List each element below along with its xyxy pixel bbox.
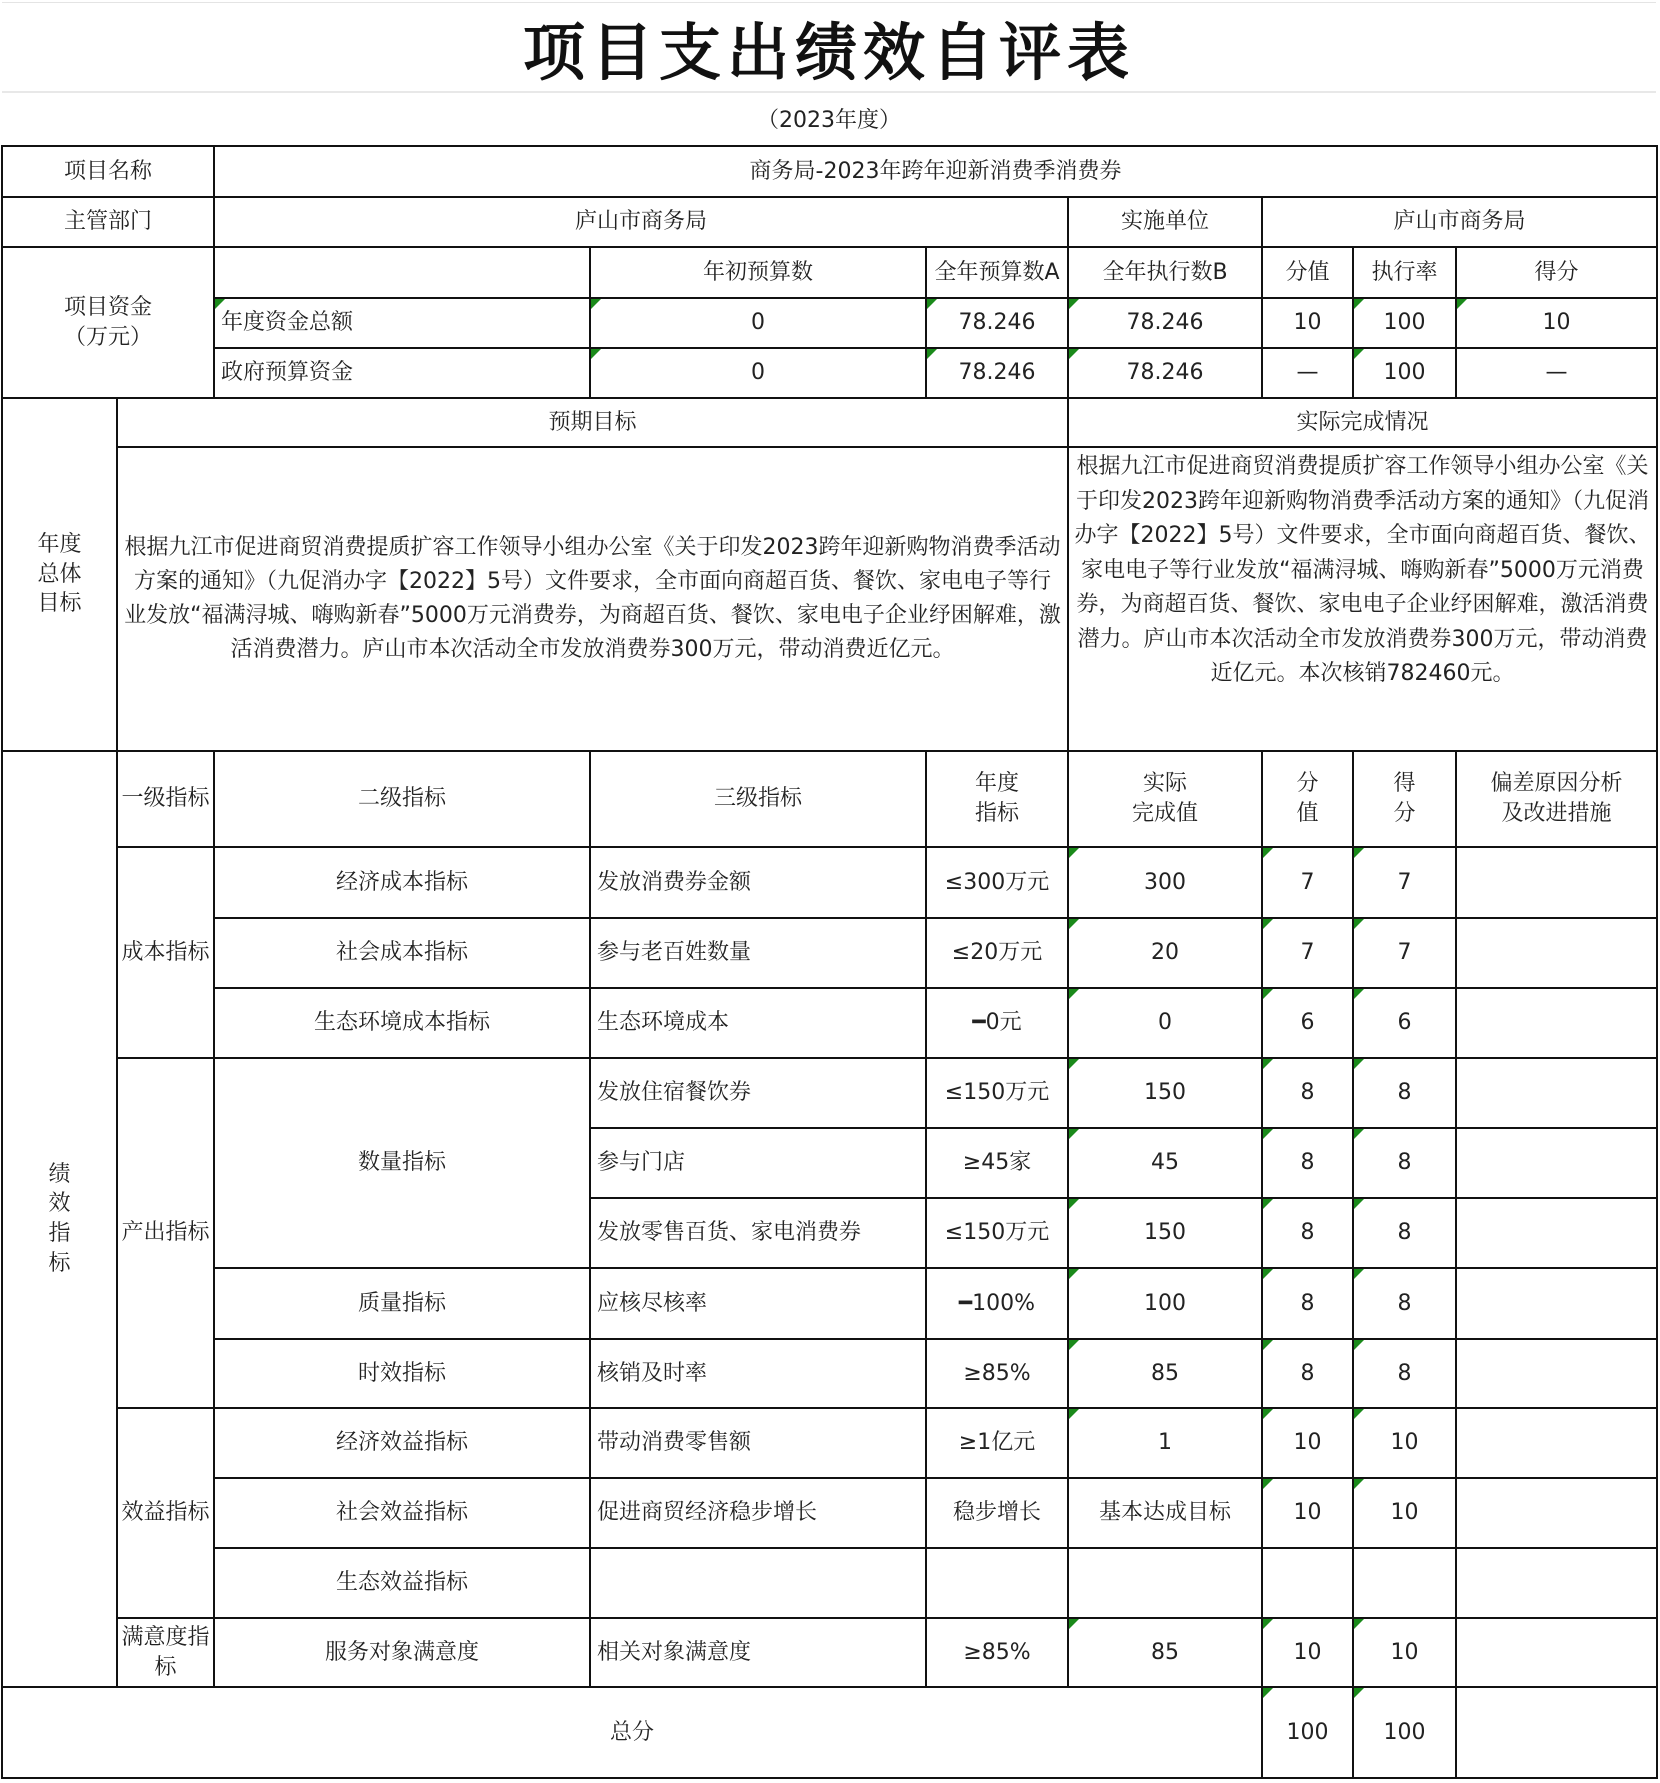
indicator-actual[interactable] (1067, 1338, 1263, 1409)
funds-executed-text: 78.246 (1126, 360, 1204, 386)
goals-label-text: 年度 总体 目标 (37, 531, 82, 617)
indicator-weight[interactable] (1261, 917, 1354, 989)
cell-marker-icon (1263, 1619, 1273, 1629)
indicator-target[interactable] (925, 1057, 1069, 1129)
funds-header-text: 分值 (1285, 259, 1330, 285)
indicator-level2-text: 生态环境成本指标 (313, 1010, 490, 1036)
indicator-header-level2[interactable] (213, 750, 591, 848)
indicator-header-actual[interactable] (1067, 750, 1263, 848)
indicator-score-text: 7 (1397, 940, 1412, 966)
indicator-level3-text: 发放零售百货、家电消费券 (597, 1220, 862, 1246)
indicator-remark[interactable] (1455, 1407, 1658, 1479)
indicator-level3[interactable] (589, 1127, 927, 1199)
indicator-level3-text: 带动消费零售额 (597, 1430, 752, 1456)
indicator-score[interactable] (1352, 1057, 1457, 1129)
funds-initial-text: 0 (751, 310, 765, 336)
indicator-target-text: ≤300万元 (944, 869, 1050, 895)
cell-marker-icon (215, 299, 225, 309)
page-subtitle: （2023年度） (757, 107, 901, 133)
funds-weight[interactable] (1261, 347, 1354, 399)
funds-score[interactable] (1455, 347, 1658, 399)
indicator-score[interactable] (1352, 1477, 1457, 1549)
cell-marker-icon (1263, 1409, 1273, 1419)
indicator-actual[interactable] (1067, 917, 1263, 989)
funds-header[interactable] (1261, 246, 1354, 299)
dept-label[interactable] (1, 196, 215, 248)
cell-marker-icon (1354, 299, 1364, 309)
indicator-actual-text: 基本达成目标 (1098, 1500, 1231, 1526)
cell-marker-icon (1354, 1409, 1364, 1419)
indicator-target[interactable] (925, 1617, 1069, 1688)
funds-weight-text: 10 (1293, 310, 1322, 336)
dept-label-text: 主管部门 (63, 209, 152, 235)
indicator-score[interactable] (1352, 1338, 1457, 1409)
cell-marker-icon (1354, 349, 1364, 359)
indicator-level3[interactable] (589, 1057, 927, 1129)
indicator-level2[interactable] (213, 917, 591, 989)
impl-value[interactable] (1261, 196, 1658, 248)
funds-header[interactable] (1067, 246, 1263, 299)
indicator-actual-text: 85 (1151, 1639, 1179, 1665)
indicator-actual-text: 85 (1151, 1360, 1179, 1386)
indicator-actual[interactable] (1067, 1127, 1263, 1199)
indicator-level2[interactable] (213, 1267, 591, 1340)
expected-goal-header[interactable] (116, 397, 1069, 448)
indicator-actual[interactable] (1067, 1547, 1263, 1619)
indicator-actual-text: 20 (1151, 940, 1179, 966)
indicator-score-text: 8 (1397, 1150, 1412, 1176)
cell-marker-icon (1354, 1340, 1364, 1350)
funds-header-text: 全年预算数A (934, 259, 1060, 285)
indicator-score[interactable] (1352, 917, 1457, 989)
indicator-level2[interactable] (213, 1617, 591, 1688)
funds-row-name[interactable] (213, 297, 591, 349)
cell-marker-icon (1354, 1688, 1364, 1698)
indicator-level1[interactable] (116, 1617, 215, 1688)
expected-goal-text-text: 根据九江市促进商贸消费提质扩容工作领导小组办公室《关于印发2023跨年迎新购物消费季活动方案的通知》（九促消办字【2022】5号）文件要求，全市面向商超百货、餐饮、家电电子等行业发放“福满浔城、嗨购新春”5000万元消费券，为商超百货、餐饮、家电电子企业纾困解难，激活消费潜力。庐山市本次活动全市发放消费券300万元，带动消费近亿元。 (124, 535, 1061, 662)
cell-marker-icon (1069, 919, 1079, 929)
funds-initial[interactable] (589, 297, 927, 349)
funds-weight-text: — (1296, 360, 1319, 386)
indicator-level2-text: 社会成本指标 (335, 940, 468, 966)
indicator-target-text: ≤150万元 (944, 1080, 1050, 1106)
indicator-score[interactable] (1352, 846, 1457, 919)
funds-header[interactable] (1455, 246, 1658, 299)
funds-header[interactable] (589, 246, 927, 299)
actual-goal-text[interactable] (1067, 446, 1658, 752)
cell-marker-icon (1263, 1688, 1273, 1698)
total-score[interactable] (1352, 1686, 1457, 1779)
subtitle-row (2, 92, 1656, 144)
actual-goal-header-text: 实际完成情况 (1296, 409, 1429, 435)
indicator-weight[interactable] (1261, 987, 1354, 1059)
impl-value-text: 庐山市商务局 (1393, 209, 1526, 235)
indicator-level3[interactable] (589, 1197, 927, 1269)
funds-annual-text: 78.246 (958, 360, 1036, 386)
cell-marker-icon (1354, 1619, 1364, 1629)
dept-value-text: 庐山市商务局 (574, 209, 707, 235)
cell-marker-icon (1069, 1059, 1079, 1069)
expected-goal-text[interactable] (116, 446, 1069, 752)
indicator-score-text: 6 (1397, 1010, 1412, 1036)
indicator-weight-text: 7 (1300, 869, 1315, 895)
indicator-weight[interactable] (1261, 1267, 1354, 1340)
indicator-header-level1-text: 一级指标 (121, 786, 210, 812)
funds-initial-text: 0 (751, 360, 765, 386)
funds-row-name[interactable] (213, 347, 591, 399)
indicator-score-text: 10 (1390, 1639, 1419, 1665)
indicator-header-remark-text: 偏差原因分析 及改进措施 (1490, 771, 1623, 826)
indicator-remark[interactable] (1455, 917, 1658, 989)
cell-marker-icon (1069, 1340, 1079, 1350)
indicator-weight-text: 10 (1293, 1500, 1322, 1526)
indicator-score-text: 8 (1397, 1360, 1412, 1386)
expected-goal-header-text: 预期目标 (548, 409, 637, 435)
indicator-target-text: ≥45家 (962, 1150, 1032, 1176)
indicator-actual[interactable] (1067, 1197, 1263, 1269)
indicator-weight[interactable] (1261, 1127, 1354, 1199)
indicator-score-text: 10 (1390, 1430, 1419, 1456)
indicator-weight-text: 10 (1293, 1639, 1322, 1665)
indicator-weight-text: 8 (1300, 1220, 1315, 1246)
indicator-level1[interactable] (116, 1057, 215, 1409)
indicator-target-text: ━0元 (972, 1010, 1022, 1036)
indicator-target-text: ≥85% (963, 1360, 1031, 1386)
indicator-level2-text: 经济效益指标 (335, 1430, 468, 1456)
cell-marker-icon (1263, 848, 1273, 858)
cell-marker-icon (1263, 919, 1273, 929)
indicator-score-text: 10 (1390, 1500, 1419, 1526)
indicator-remark[interactable] (1455, 1057, 1658, 1129)
indicator-remark[interactable] (1455, 1477, 1658, 1549)
indicator-header-level3[interactable] (589, 750, 927, 848)
indicator-weight[interactable] (1261, 846, 1354, 919)
funds-header-text: 全年执行数B (1102, 259, 1228, 285)
page-title: 项目支出绩效自评表 (522, 15, 1135, 89)
total-weight-text: 100 (1286, 1719, 1329, 1745)
indicator-level1-text: 效益指标 (121, 1500, 210, 1526)
indicators-label-text: 绩 效 指 标 (48, 1161, 71, 1276)
cell-marker-icon (1069, 1199, 1079, 1209)
indicator-level3-text: 核销及时率 (597, 1360, 708, 1386)
indicator-score-text: 7 (1397, 869, 1412, 895)
indicator-level2[interactable] (213, 1057, 591, 1269)
indicator-level2[interactable] (213, 846, 591, 919)
indicator-actual-text: 150 (1144, 1080, 1186, 1106)
project-name-value-text: 商务局-2023年跨年迎新消费季消费券 (749, 158, 1122, 184)
indicator-target-text: ≥1亿元 (958, 1430, 1036, 1456)
indicator-level3[interactable] (589, 1477, 927, 1549)
funds-executed[interactable] (1067, 347, 1263, 399)
indicator-header-weight-text: 分 值 (1296, 771, 1319, 826)
cell-marker-icon (1263, 1199, 1273, 1209)
funds-score[interactable] (1455, 297, 1658, 349)
indicator-score-text: 8 (1397, 1220, 1412, 1246)
indicator-weight[interactable] (1261, 1407, 1354, 1479)
funds-initial[interactable] (589, 347, 927, 399)
funds-annual[interactable] (925, 347, 1069, 399)
total-weight[interactable] (1261, 1686, 1354, 1779)
indicator-level3[interactable] (589, 987, 927, 1059)
cell-marker-icon (1069, 1409, 1079, 1419)
funds-rate[interactable] (1352, 297, 1457, 349)
indicator-header-level1[interactable] (116, 750, 215, 848)
indicator-level3-text: 发放住宿餐饮券 (597, 1080, 752, 1106)
indicator-actual[interactable] (1067, 987, 1263, 1059)
indicator-level2-text: 经济成本指标 (335, 869, 468, 895)
title-row (2, 2, 1656, 93)
indicator-target[interactable] (925, 1197, 1069, 1269)
indicator-score[interactable] (1352, 987, 1457, 1059)
cell-marker-icon (1069, 848, 1079, 858)
funds-executed-text: 78.246 (1126, 310, 1204, 336)
indicator-actual[interactable] (1067, 846, 1263, 919)
indicator-level2-text: 数量指标 (357, 1150, 446, 1176)
indicator-level3-text: 生态环境成本 (597, 1010, 730, 1036)
funds-header[interactable] (1352, 246, 1457, 299)
funds-weight[interactable] (1261, 297, 1354, 349)
indicator-actual[interactable] (1067, 1267, 1263, 1340)
indicator-weight-text: 8 (1300, 1150, 1315, 1176)
indicator-actual[interactable] (1067, 1617, 1263, 1688)
indicator-score-text: 8 (1397, 1290, 1412, 1316)
indicator-score[interactable] (1352, 1617, 1457, 1688)
cell-marker-icon (1354, 1129, 1364, 1139)
indicator-level3-text: 参与老百姓数量 (597, 940, 752, 966)
indicator-target-text: ≤150万元 (944, 1220, 1050, 1246)
indicator-header-level3-text: 三级指标 (713, 786, 802, 812)
funds-annual[interactable] (925, 297, 1069, 349)
cell-marker-icon (1354, 848, 1364, 858)
indicator-target[interactable] (925, 1338, 1069, 1409)
indicator-level2[interactable] (213, 1547, 591, 1619)
indicator-target[interactable] (925, 1267, 1069, 1340)
cell-marker-icon (927, 299, 937, 309)
funds-header-blank[interactable] (213, 246, 591, 299)
total-score-text: 100 (1383, 1719, 1426, 1745)
cell-marker-icon (1263, 1059, 1273, 1069)
total-label[interactable] (1, 1686, 1263, 1779)
funds-header-text: 得分 (1534, 259, 1579, 285)
funds-header-text: 执行率 (1371, 259, 1438, 285)
cell-marker-icon (1069, 349, 1079, 359)
cell-marker-icon (591, 349, 601, 359)
total-remark[interactable] (1455, 1686, 1658, 1779)
funds-label-text: 项目资金 （万元） (63, 294, 152, 350)
indicator-level3[interactable] (589, 1407, 927, 1479)
indicator-weight-text: 10 (1293, 1430, 1322, 1456)
indicator-score[interactable] (1352, 1407, 1457, 1479)
indicator-header-level2-text: 二级指标 (357, 786, 446, 812)
indicator-level1-text: 成本指标 (121, 939, 210, 965)
actual-goal-text-text: 根据九江市促进商贸消费提质扩容工作领导小组办公室《关于印发2023跨年迎新购物消费季活动方案的通知》（九促消办字【2022】5号）文件要求，全市面向商超百货、餐饮、家电电子等行业发放“福满浔城、嗨购新春”5000万元消费券，为商超百货、餐饮、家电电子企业纾困解难，激活消费潜力。庐山市本次活动全市发放消费券300万元，带动消费近亿元。本次核销782460元。 (1074, 454, 1651, 686)
indicator-header-score-text: 得 分 (1393, 771, 1416, 826)
indicator-weight-text: 6 (1300, 1010, 1315, 1036)
indicator-target-text: ≥85% (963, 1639, 1031, 1665)
indicator-level1[interactable] (116, 1407, 215, 1619)
indicator-remark[interactable] (1455, 1267, 1658, 1340)
cell-marker-icon (1263, 1479, 1273, 1489)
indicator-level2-text: 质量指标 (357, 1290, 446, 1316)
funds-rate-text: 100 (1383, 310, 1426, 336)
indicator-header-remark[interactable] (1455, 750, 1658, 848)
indicator-actual[interactable] (1067, 1057, 1263, 1129)
indicator-level3[interactable] (589, 846, 927, 919)
indicator-target[interactable] (925, 1127, 1069, 1199)
indicator-level3[interactable] (589, 1267, 927, 1340)
indicator-actual-text: 300 (1144, 869, 1186, 895)
indicator-level3[interactable] (589, 1338, 927, 1409)
indicator-level3-text: 促进商贸经济稳步增长 (597, 1500, 818, 1526)
indicator-target[interactable] (925, 917, 1069, 989)
cell-marker-icon (1263, 1269, 1273, 1279)
indicator-actual[interactable] (1067, 1477, 1263, 1549)
cell-marker-icon (1069, 1619, 1079, 1629)
cell-marker-icon (1354, 1269, 1364, 1279)
indicator-header-score[interactable] (1352, 750, 1457, 848)
indicator-level2[interactable] (213, 987, 591, 1059)
indicator-level2-text: 时效指标 (357, 1360, 446, 1386)
indicator-actual-text: 45 (1151, 1150, 1179, 1176)
funds-executed[interactable] (1067, 297, 1263, 349)
goals-label[interactable] (1, 397, 118, 752)
project-name-value[interactable] (213, 145, 1658, 198)
indicator-target[interactable] (925, 1547, 1069, 1619)
indicator-level2-text: 生态效益指标 (335, 1570, 468, 1596)
indicator-remark[interactable] (1455, 846, 1658, 919)
indicator-level3[interactable] (589, 917, 927, 989)
project-name-label-text: 项目名称 (63, 158, 152, 184)
indicator-header-weight[interactable] (1261, 750, 1354, 848)
funds-annual-text: 78.246 (958, 310, 1036, 336)
indicator-weight-text: 7 (1300, 940, 1315, 966)
indicator-header-actual-text: 实际 完成值 (1131, 771, 1198, 826)
indicator-level1-text: 满意度指标 (121, 1624, 210, 1680)
cell-marker-icon (1069, 299, 1079, 309)
indicator-weight-text: 8 (1300, 1360, 1315, 1386)
indicator-target-text: 稳步增长 (952, 1500, 1041, 1526)
cell-marker-icon (1354, 1059, 1364, 1069)
indicator-weight-text: 8 (1300, 1080, 1315, 1106)
indicator-level3-text: 参与门店 (597, 1150, 686, 1176)
actual-goal-header[interactable] (1067, 397, 1658, 448)
dept-value[interactable] (213, 196, 1069, 248)
cell-marker-icon (1354, 919, 1364, 929)
indicator-actual[interactable] (1067, 1407, 1263, 1479)
indicator-target[interactable] (925, 846, 1069, 919)
indicator-target-text: ≤20万元 (951, 940, 1043, 966)
indicator-level3-text: 应核尽核率 (597, 1290, 708, 1316)
funds-header[interactable] (925, 246, 1069, 299)
indicator-level2-text: 服务对象满意度 (324, 1639, 479, 1665)
indicator-remark[interactable] (1455, 1617, 1658, 1688)
indicator-weight[interactable] (1261, 1197, 1354, 1269)
impl-label[interactable] (1067, 196, 1263, 248)
cell-marker-icon (1354, 989, 1364, 999)
cell-marker-icon (927, 349, 937, 359)
indicator-target[interactable] (925, 1477, 1069, 1549)
funds-row-name-text: 年度资金总额 (221, 310, 354, 336)
funds-label[interactable] (1, 246, 215, 399)
indicator-score[interactable] (1352, 1547, 1457, 1619)
indicator-remark[interactable] (1455, 1338, 1658, 1409)
cell-marker-icon (1069, 989, 1079, 999)
indicator-score[interactable] (1352, 1267, 1457, 1340)
cell-marker-icon (1069, 1269, 1079, 1279)
funds-row-name-text: 政府预算资金 (221, 360, 354, 386)
indicator-weight-text: 8 (1300, 1290, 1315, 1316)
project-name-label[interactable] (1, 145, 215, 198)
funds-score-text: 10 (1542, 310, 1571, 336)
impl-label-text: 实施单位 (1120, 209, 1209, 235)
indicator-remark[interactable] (1455, 987, 1658, 1059)
indicator-level3-text: 相关对象满意度 (597, 1639, 752, 1665)
indicator-weight[interactable] (1261, 1477, 1354, 1549)
cell-marker-icon (1354, 1479, 1364, 1489)
cell-marker-icon (591, 299, 601, 309)
total-label-text: 总分 (609, 1719, 654, 1745)
funds-score-text: — (1545, 360, 1568, 386)
indicator-actual-text: 150 (1144, 1220, 1186, 1246)
cell-marker-icon (1354, 1199, 1364, 1209)
cell-marker-icon (1263, 1340, 1273, 1350)
indicator-level2-text: 社会效益指标 (335, 1500, 468, 1526)
indicator-weight[interactable] (1261, 1338, 1354, 1409)
indicator-header-target[interactable] (925, 750, 1069, 848)
indicator-level3[interactable] (589, 1617, 927, 1688)
cell-marker-icon (1263, 989, 1273, 999)
indicator-level2[interactable] (213, 1407, 591, 1479)
cell-marker-icon (1263, 1129, 1273, 1139)
indicator-level3-text: 发放消费券金额 (597, 869, 752, 895)
indicator-weight[interactable] (1261, 1057, 1354, 1129)
indicator-actual-text: 1 (1158, 1430, 1172, 1456)
indicator-remark[interactable] (1455, 1127, 1658, 1199)
indicator-score-text: 8 (1397, 1080, 1412, 1106)
indicator-actual-text: 0 (1158, 1010, 1172, 1036)
indicator-target[interactable] (925, 1407, 1069, 1479)
indicator-weight[interactable] (1261, 1617, 1354, 1688)
indicator-level2[interactable] (213, 1477, 591, 1549)
indicator-remark[interactable] (1455, 1547, 1658, 1619)
indicator-weight[interactable] (1261, 1547, 1354, 1619)
indicator-target[interactable] (925, 987, 1069, 1059)
cell-marker-icon (1457, 299, 1467, 309)
indicator-target-text: ━100% (958, 1290, 1036, 1316)
indicator-level1[interactable] (116, 846, 215, 1059)
funds-rate-text: 100 (1383, 360, 1426, 386)
cell-marker-icon (1069, 1129, 1079, 1139)
indicator-score[interactable] (1352, 1197, 1457, 1269)
funds-rate[interactable] (1352, 347, 1457, 399)
indicator-remark[interactable] (1455, 1197, 1658, 1269)
indicator-actual-text: 100 (1144, 1290, 1186, 1316)
indicator-level1-text: 产出指标 (121, 1220, 210, 1246)
indicator-score[interactable] (1352, 1127, 1457, 1199)
indicator-level2[interactable] (213, 1338, 591, 1409)
indicator-level3[interactable] (589, 1547, 927, 1619)
indicators-label[interactable] (1, 750, 118, 1688)
indicator-header-target-text: 年度 指标 (974, 771, 1019, 826)
funds-header-text: 年初预算数 (702, 259, 813, 285)
